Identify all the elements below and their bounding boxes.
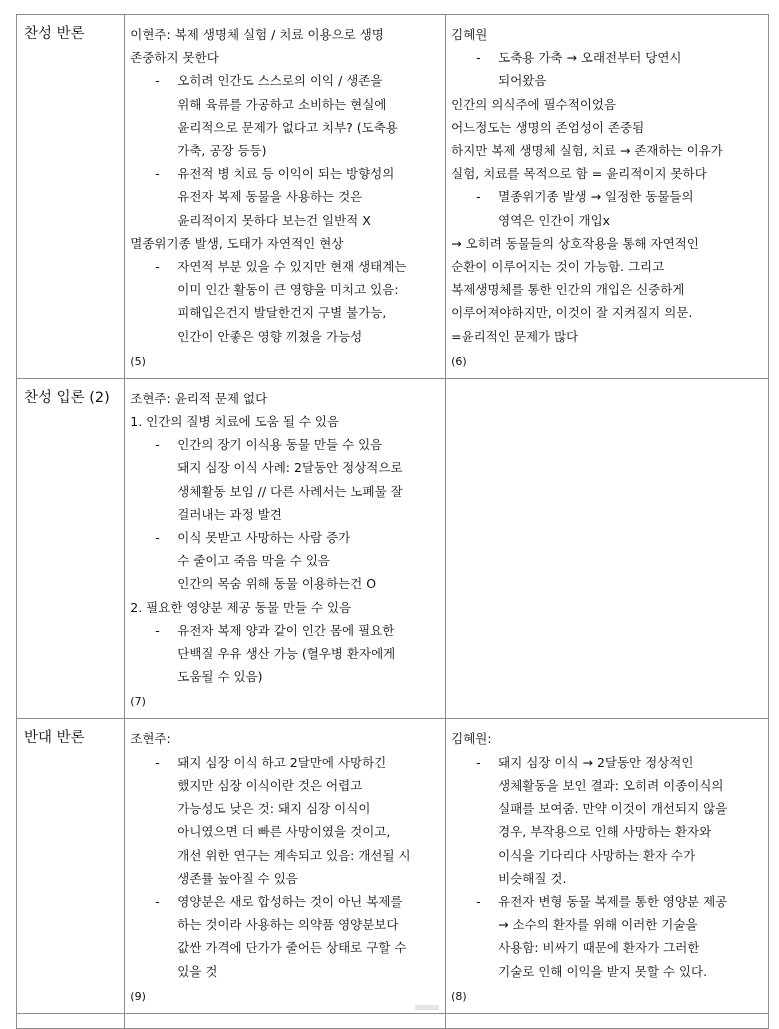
note-line: 윤리적으로 문제가 없다고 치부? (도축용: [177, 119, 398, 135]
note-line: 경우, 부작용으로 인해 사망하는 환자와: [498, 824, 712, 840]
note-cell: [446, 15, 769, 379]
note-line: 조현주:: [130, 731, 171, 747]
note-line: 인간의 장기 이식용 동물 만들 수 있음: [177, 437, 383, 453]
note-line: 개선 위한 연구는 계속되고 있음: 개선될 시: [177, 847, 411, 863]
floating-handle[interactable]: [415, 1005, 439, 1010]
note-line: 존중하지 못한다: [130, 50, 219, 66]
note-line: 영역은 인간이 개입x: [498, 212, 611, 228]
note-cell: [446, 719, 769, 1013]
row-label: 찬성 반론: [24, 26, 85, 42]
bullet-item: [451, 185, 762, 208]
note-cell: [446, 1013, 769, 1028]
note-line: 있을 것: [177, 963, 218, 979]
bullet-item: [130, 619, 439, 642]
note-line: 돼지 심장 이식 → 2달동안 정상적인: [498, 754, 694, 770]
order-number: (6): [451, 354, 467, 368]
note-line: 단백질 우유 생산 가능 (혈우병 환자에게: [177, 646, 396, 662]
row-label: 반대 반론: [24, 730, 85, 747]
note-cell: [125, 719, 446, 1013]
bullet-item: [130, 890, 439, 913]
note-line: → 오히려 동물들의 상호작용을 통해 자연적인: [451, 235, 699, 251]
bullet-item: [451, 751, 762, 774]
note-line: 자연적 부분 있을 수 있지만 현재 생태계는: [177, 259, 407, 275]
bullet-dash: -: [155, 73, 160, 89]
note-line: 멸종위기종 발생 → 일정한 동물들의: [498, 189, 694, 205]
table-row: [17, 719, 769, 1013]
note-line: → 소수의 환자를 위해 이러한 기술을: [498, 917, 698, 933]
note-line: 이현주: 복제 생명체 실험 / 치료 이용으로 생명: [130, 27, 384, 42]
note-line: 이미 인간 활동이 큰 영향을 미치고 있음:: [177, 282, 399, 298]
order-number: (5): [130, 354, 146, 368]
bullet-dash: -: [155, 893, 160, 909]
note-line: 가능성도 낮은 것: 돼지 심장 이식이: [177, 801, 371, 817]
debate-table: [16, 14, 769, 1029]
note-line: 생체활동을 보인 결과: 오히려 이종이식의: [498, 777, 724, 793]
row-label-cell: [17, 719, 125, 1013]
note-line: 기술로 인해 이익을 받지 못할 수 있다.: [498, 963, 708, 979]
note-line: 이식을 기다리다 사망하는 환자 수가: [498, 847, 696, 863]
note-line: 돼지 심장 이식 하고 2달만에 사망하긴: [177, 754, 387, 770]
bullet-dash: -: [476, 189, 481, 205]
note-line: 하지만 복제 생명체 실험, 치료 → 존재하는 이유가: [451, 143, 723, 159]
note-line: 이루어져야하지만, 이것이 잘 지켜질지 의문.: [451, 305, 693, 321]
note-line: 어느정도는 생명의 존엄성이 존중됨: [451, 119, 645, 135]
note-line: 피해입은건지 발달한건지 구별 불가능,: [177, 305, 387, 321]
note-line: 했지만 심장 이식이란 것은 어렵고: [177, 777, 363, 793]
order-number: (8): [451, 989, 467, 1003]
note-line: 이식 못받고 사망하는 사람 증가: [177, 530, 351, 546]
bullet-dash: -: [155, 166, 160, 182]
note-line: 위해 육류를 가공하고 소비하는 현실에: [177, 96, 387, 112]
note-line: 윤리적이지 못하다 보는건 일반적 X: [177, 212, 371, 228]
note-line: 김혜원:: [451, 731, 492, 747]
note-line: 오히려 인간도 스스로의 이익 / 생존을: [177, 73, 383, 89]
row-label-cell: [17, 378, 125, 719]
note-line: 유전자 복제 동물을 사용하는 것은: [177, 189, 363, 205]
bullet-item: [130, 526, 439, 549]
note-line: 유전자 복제 양과 같이 인간 몸에 필요한: [177, 622, 395, 638]
note-cell: [125, 1013, 446, 1028]
note-line: 멸종위기종 발생, 도태가 자연적인 현상: [130, 235, 344, 251]
bullet-dash: -: [476, 50, 481, 66]
note-line: 순환이 이루어지는 것이 가능함. 그리고: [451, 259, 665, 275]
bullet-dash: -: [155, 259, 160, 275]
note-line: 사용함: 비싸기 때문에 환자가 그러한: [498, 940, 700, 956]
bullet-dash: -: [476, 893, 481, 909]
note-line: =윤리적인 문제가 많다: [451, 328, 579, 344]
bullet-item: [130, 255, 439, 278]
note-line: 실험, 치료를 목적으로 함 = 윤리적이지 못하다: [451, 166, 707, 182]
table-row: [17, 15, 769, 379]
note-line: 실패를 보여줌. 만약 이것이 개선되지 않을: [498, 801, 728, 817]
bullet-item: [130, 433, 439, 456]
bullet-item: [130, 162, 439, 185]
row-label-cell: [17, 1013, 125, 1028]
order-number: (9): [130, 989, 146, 1003]
bullet-item: [130, 69, 439, 92]
note-line: 생체활동 보임 // 다른 사례서는 노폐물 잘: [177, 483, 403, 499]
note-line: 조현주: 윤리적 문제 없다: [130, 390, 268, 406]
note-line: 도축용 가축 → 오래전부터 당연시: [498, 50, 682, 66]
note-line: 인간의 목숨 위해 동물 이용하는건 O: [177, 576, 377, 592]
bullet-dash: -: [155, 754, 160, 770]
note-line: 걸러내는 과정 발견: [177, 506, 282, 522]
note-line: 2. 필요한 영양분 제공 동물 만들 수 있음: [130, 599, 352, 615]
bullet-dash: -: [155, 437, 160, 453]
table-row: [17, 1013, 769, 1028]
note-line: 가축, 공장 등등): [177, 143, 267, 159]
note-line: 값싼 가격에 단가가 줄어든 상태로 구할 수: [177, 940, 407, 956]
note-line: 김혜원: [451, 27, 488, 42]
note-cell: [125, 15, 446, 379]
note-line: 인간이 안좋은 영향 끼쳤을 가능성: [177, 328, 363, 344]
note-line: 생존률 높아질 수 있음: [177, 870, 298, 886]
note-line: 아니였으면 더 빠른 사망이였을 것이고,: [177, 824, 391, 840]
note-line: 돼지 심장 이식 사례: 2달동안 정상적으로: [177, 460, 403, 476]
bullet-dash: -: [155, 622, 160, 638]
note-line: 인간의 의식주에 필수적이었음: [451, 96, 617, 112]
row-label: 찬성 입론 (2): [24, 389, 110, 406]
bullet-item: [451, 890, 762, 913]
note-line: 비슷해질 것.: [498, 870, 567, 886]
order-number: (7): [130, 695, 146, 709]
note-line: 하는 것이라 사용하는 의약품 영양분보다: [177, 917, 399, 933]
empty-cell: [446, 378, 769, 719]
note-line: 영양분은 새로 합성하는 것이 아닌 복제를: [177, 893, 403, 909]
bullet-item: [451, 46, 762, 69]
row-label-cell: [17, 15, 125, 379]
note-line: 되어왔음: [498, 73, 547, 89]
note-cell: [125, 378, 446, 719]
note-line: 수 줄이고 죽음 막을 수 있음: [177, 553, 330, 569]
note-line: 유전적 병 치료 등 이익이 되는 방향성의: [177, 166, 395, 182]
bullet-item: [130, 751, 439, 774]
note-line: 도움될 수 있음): [177, 669, 263, 685]
note-line: 유전자 변형 동물 복제를 통한 영양분 제공: [498, 893, 728, 909]
note-line: 1. 인간의 질병 치료에 도움 될 수 있음: [130, 414, 340, 430]
note-line: 복제생명체를 통한 인간의 개입은 신중하게: [451, 282, 685, 298]
bullet-dash: -: [155, 530, 160, 546]
bullet-dash: -: [476, 754, 481, 770]
table-row: [17, 378, 769, 719]
